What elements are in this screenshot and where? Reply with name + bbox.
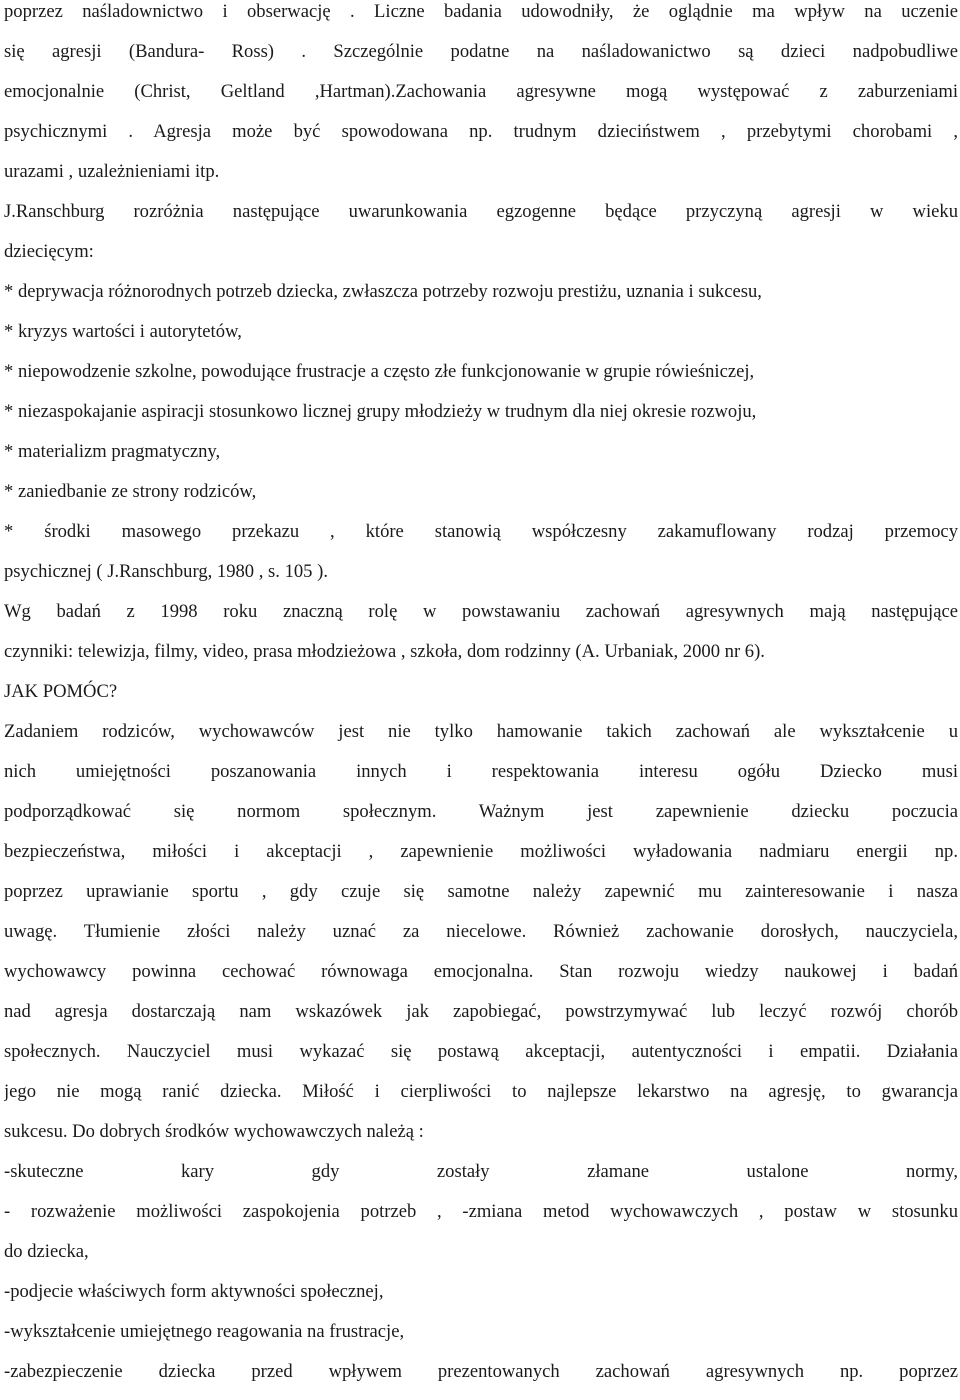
text-line: społecznych. Nauczyciel musi wykazać się postawą akceptacji, autentyczności i empatii. Działania: [4, 1041, 958, 1062]
text-line: * zaniedbanie ze strony rodziców,: [4, 481, 257, 502]
text-line: -zabezpieczenie dziecka przed wpływem prezentowanych zachowań agresywnych np. poprzez: [4, 1361, 958, 1382]
document-page: [4, 0, 958, 1400]
text-line: uwagę. Tłumienie złości należy uznać za niecelowe. Również zachowanie dorosłych, nauczyciela,: [4, 921, 958, 942]
text-line: urazami , uzależnieniami itp.: [4, 161, 220, 182]
text-line: dziecięcym:: [4, 241, 94, 262]
text-line: nich umiejętności poszanowania innych i respektowania interesu ogółu Dziecko musi: [4, 761, 958, 782]
paragraph: [4, 200, 958, 280]
paragraph: [4, 600, 958, 680]
text-line: * materializm pragmatyczny,: [4, 441, 221, 462]
text-line: podporządkować się normom społecznym. Ważnym jest zapewnienie dziecku poczucia: [4, 801, 958, 822]
text-line: poprzez uprawianie sportu , gdy czuje się samotne należy zapewnić mu zainteresowanie i nasza: [4, 881, 958, 902]
text-line: poprzez naśladownictwo i obserwację . Liczne badania udowodniły, że oglądnie ma wpływ na uczenie: [4, 1, 958, 22]
paragraph: [4, 720, 958, 1160]
text-line: jego nie mogą ranić dziecka. Miłość i cierpliwości to najlepsze lekarstwo na agresję, to gwarancja: [4, 1081, 958, 1102]
text-line: -podjecie właściwych form aktywności społecznej,: [4, 1281, 384, 1302]
text-line: wychowawcy powinna cechować równowaga emocjonalna. Stan rozwoju wiedzy naukowej i badań: [4, 961, 958, 982]
text-line: * niezaspokajanie aspiracji stosunkowo licznej grupy młodzieży w trudnym dla niej okresie rozwoju,: [4, 401, 757, 422]
text-line: * deprywacja różnorodnych potrzeb dziecka, zwłaszcza potrzeby rozwoju prestiżu, uznania i sukcesu,: [4, 281, 762, 302]
text-line: - rozważenie możliwości zaspokojenia potrzeb , -zmiana metod wychowawczych , postaw w stosunku: [4, 1201, 958, 1222]
text-line: emocjonalnie (Christ, Geltland ,Hartman).Zachowania agresywne mogą występować z zaburzeniami: [4, 81, 958, 102]
text-line: -skuteczne kary gdy zostały złamane ustalone normy,: [4, 1161, 958, 1182]
text-line: * kryzys wartości i autorytetów,: [4, 321, 242, 342]
text-line: psychicznymi . Agresja może być spowodowana np. trudnym dzieciństwem , przebytymi chorobami ,: [4, 121, 958, 142]
paragraph: [4, 0, 958, 200]
text-line: -wykształcenie umiejętnego reagowania na frustracje,: [4, 1321, 405, 1342]
text-line: do dziecka,: [4, 1241, 89, 1262]
text-line: JAK POMÓC?: [4, 681, 118, 702]
text-line: bezpieczeństwa, miłości i akceptacji , zapewnienie możliwości wyładowania nadmiaru energii np.: [4, 841, 958, 862]
text-line: sukcesu. Do dobrych środków wychowawczych należą :: [4, 1121, 424, 1142]
text-line: nad agresja dostarczają nam wskazówek jak zapobiegać, powstrzymywać lub leczyć rozwój chorób: [4, 1001, 958, 1022]
bullet-list: [4, 1160, 958, 1400]
text-line: Wg badań z 1998 roku znaczną rolę w powstawaniu zachowań agresywnych mają następujące: [4, 601, 958, 622]
text-line: Zadaniem rodziców, wychowawców jest nie tylko hamowanie takich zachowań ale wykształcenie u: [4, 721, 958, 742]
text-line: się agresji (Bandura- Ross) . Szczególnie podatne na naśladowanictwo są dzieci nadpobudliwe: [4, 41, 958, 62]
text-line: * środki masowego przekazu , które stanowią współczesny zakamuflowany rodzaj przemocy: [4, 521, 958, 542]
text-line: J.Ranschburg rozróżnia następujące uwarunkowania egzogenne będące przyczyną agresji w wieku: [4, 201, 958, 222]
text-line: * niepowodzenie szkolne, powodujące frustracje a często złe funkcjonowanie w grupie rówieśniczej,: [4, 361, 755, 382]
bullet-list: [4, 280, 958, 600]
text-line: czynniki: telewizja, filmy, video, prasa młodzieżowa , szkoła, dom rodzinny (A. Urbaniak, 2000 nr 6).: [4, 641, 765, 662]
text-line: psychicznej ( J.Ranschburg, 1980 , s. 105 ).: [4, 561, 328, 582]
